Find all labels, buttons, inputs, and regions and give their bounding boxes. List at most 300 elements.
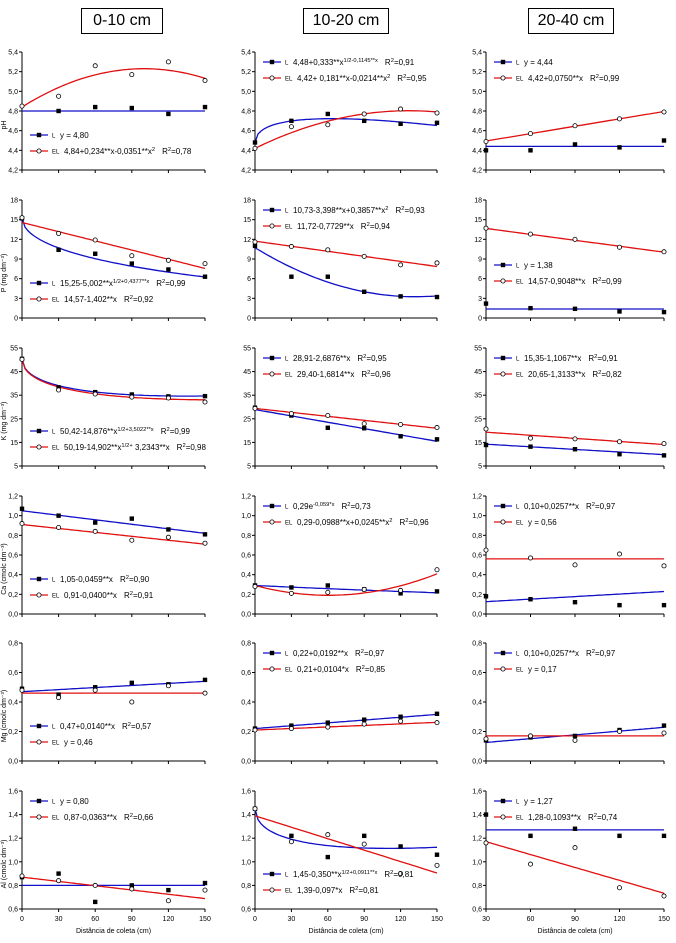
y-tick-label: 55 xyxy=(243,345,251,353)
data-point-el xyxy=(326,590,330,594)
data-point-l xyxy=(362,290,366,294)
data-point-el xyxy=(399,719,403,723)
legend-series-name: L xyxy=(52,133,56,140)
data-point-l xyxy=(398,122,402,126)
data-point-el xyxy=(362,842,366,846)
data-point-el xyxy=(20,357,24,361)
legend-equation: y = 4,44 xyxy=(524,58,553,67)
data-point-el xyxy=(166,396,170,400)
legend-r2: $R^2=0,81$ xyxy=(349,885,379,895)
data-point-el xyxy=(166,535,170,539)
legend-equation: y = 0,56 xyxy=(528,518,557,527)
data-point-el xyxy=(326,725,330,729)
legend-series-name: EL xyxy=(516,667,524,674)
chart-panel-1-1 xyxy=(243,198,439,323)
y-axis-label: pH xyxy=(1,120,8,130)
legend-marker-l xyxy=(37,429,41,433)
data-point-l xyxy=(20,507,24,511)
y-axis-label: Mg (cmolc dm⁻³) xyxy=(1,689,8,743)
y-tick-label: 0,6 xyxy=(472,670,482,677)
data-point-l xyxy=(484,594,488,598)
y-tick-label: 5,0 xyxy=(8,88,18,96)
data-point-l xyxy=(617,452,621,456)
data-point-el xyxy=(435,863,439,867)
y-tick-label: 15 xyxy=(474,217,482,225)
data-point-el xyxy=(57,879,61,883)
legend-r2: $R^2=0,92$ xyxy=(123,294,154,304)
y-tick-label: 0,6 xyxy=(8,906,18,914)
y-tick-label: 0,2 xyxy=(8,591,18,599)
data-point-el xyxy=(166,899,170,903)
legend-marker-l xyxy=(501,263,505,267)
chart-panel-0-0 xyxy=(1,50,207,175)
legend-series-name: EL xyxy=(285,372,293,379)
data-point-l xyxy=(528,834,532,838)
legend-marker-l xyxy=(37,799,41,803)
legend-series-name: EL xyxy=(285,76,293,83)
data-point-el xyxy=(573,237,577,241)
data-point-l xyxy=(573,734,577,738)
y-tick-label: 15 xyxy=(243,217,251,225)
y-tick-label: 55 xyxy=(10,345,18,353)
data-point-el xyxy=(130,700,134,704)
data-point-el xyxy=(617,117,621,121)
legend-marker-el xyxy=(270,520,274,524)
data-point-el xyxy=(617,886,621,890)
legend-equation: 11,72-0,7729**x xyxy=(297,222,354,231)
data-point-el xyxy=(399,263,403,267)
data-point-l xyxy=(573,827,577,831)
data-point-l xyxy=(362,119,366,123)
data-point-l xyxy=(528,148,532,152)
legend-equation: y = 0,80 xyxy=(60,797,89,806)
data-point-el xyxy=(203,78,207,82)
data-point-el xyxy=(253,146,257,150)
data-point-l xyxy=(398,434,402,438)
chart-panel-0-1 xyxy=(241,50,439,175)
data-point-l xyxy=(662,310,666,314)
y-tick-label: 0,8 xyxy=(241,640,251,648)
data-point-el xyxy=(57,525,61,529)
y-tick-label: 0,2 xyxy=(472,729,482,736)
data-point-el xyxy=(617,552,621,556)
legend-series-name: EL xyxy=(285,224,293,231)
legend-marker-el xyxy=(501,279,505,283)
data-point-el xyxy=(484,139,488,143)
y-tick-label: 1,2 xyxy=(472,493,482,501)
chart-panel-5-2 xyxy=(472,789,670,936)
fit-line-el xyxy=(255,816,437,873)
legend-series-name: L xyxy=(285,356,289,363)
legend-equation: y = 1,27 xyxy=(524,797,553,806)
legend-item-el xyxy=(494,813,618,822)
x-tick-label: 60 xyxy=(526,916,535,923)
data-point-l xyxy=(203,678,207,682)
legend-series-name: EL xyxy=(52,149,60,156)
data-point-l xyxy=(398,715,402,719)
data-point-l xyxy=(130,681,134,685)
legend-item-l xyxy=(263,502,371,511)
data-point-l xyxy=(166,527,170,531)
data-point-el xyxy=(289,125,293,129)
legend-item-el xyxy=(494,665,557,674)
legend-item-l xyxy=(263,870,414,879)
data-point-el xyxy=(253,406,257,410)
data-point-l xyxy=(528,597,532,601)
legend-marker-el xyxy=(270,667,274,671)
data-point-el xyxy=(20,521,24,525)
data-point-el xyxy=(362,254,366,258)
data-point-el xyxy=(289,244,293,248)
data-point-el xyxy=(57,231,61,235)
legend-r2: $R^2=0,78$ xyxy=(162,146,192,156)
data-point-el xyxy=(435,261,439,265)
legend-item-l xyxy=(263,649,385,658)
y-tick-label: 0,2 xyxy=(241,729,251,736)
legend-item-l xyxy=(30,427,190,436)
data-point-l xyxy=(326,583,330,587)
chart-panel-3-1 xyxy=(241,494,439,619)
x-tick-label: 120 xyxy=(394,916,407,923)
y-tick-label: 4,6 xyxy=(472,128,482,136)
data-point-el xyxy=(662,441,666,445)
legend-series-name: L xyxy=(52,799,56,806)
y-tick-label: 1,2 xyxy=(241,835,251,843)
data-point-l xyxy=(326,112,330,116)
legend-series-name: EL xyxy=(52,593,60,600)
y-tick-label: 4,4 xyxy=(241,147,251,155)
legend-r2: $R^2=0,99$ xyxy=(160,426,190,436)
legend-item-el xyxy=(30,813,154,822)
legend-equation: 0,47+0,0140**x xyxy=(60,722,115,731)
legend-equation: 0,10+0,0257**x xyxy=(524,502,579,511)
data-point-el xyxy=(573,738,577,742)
legend-equation: 0,91-0,0400**x xyxy=(64,591,117,600)
data-point-el xyxy=(93,238,97,242)
data-point-l xyxy=(93,105,97,109)
legend-item-el xyxy=(30,738,93,747)
legend-marker-l xyxy=(501,60,505,64)
x-tick-label: 150 xyxy=(658,916,670,923)
data-point-el xyxy=(435,721,439,725)
data-point-l xyxy=(617,603,621,607)
data-point-el xyxy=(362,722,366,726)
legend-equation: 1,05-0,0459**x xyxy=(60,575,113,584)
y-tick-label: 0 xyxy=(14,315,18,323)
data-point-l xyxy=(326,855,330,859)
data-point-el xyxy=(57,94,61,98)
y-tick-label: 5,2 xyxy=(8,69,18,77)
legend-equation: $4,48+0,333**x^{1/2-0,1145**x}$ xyxy=(293,57,378,67)
data-point-l xyxy=(435,712,439,716)
x-tick-label: 30 xyxy=(54,916,63,923)
chart-panel-2-2 xyxy=(474,346,666,471)
y-tick-label: 18 xyxy=(10,197,18,205)
legend-series-name: L xyxy=(52,724,56,731)
y-tick-label: 4,6 xyxy=(241,128,251,136)
data-point-el xyxy=(93,883,97,887)
data-point-l xyxy=(662,834,666,838)
legend-equation: 14,57-0,9048**x xyxy=(528,277,586,286)
legend-marker-el xyxy=(37,740,41,744)
legend-equation: $50,19-14,902**x^{1/2+}$ 3,2343**x xyxy=(64,442,170,452)
legend-marker-el xyxy=(37,445,41,449)
data-point-l xyxy=(56,513,60,517)
y-tick-label: 1,4 xyxy=(241,812,251,820)
data-point-l xyxy=(362,834,366,838)
legend-r2: $R^2=0,97$ xyxy=(354,648,385,658)
data-point-l xyxy=(484,148,488,152)
chart-panel-4-0 xyxy=(1,641,207,766)
y-tick-label: 4,4 xyxy=(8,147,18,155)
y-tick-label: 55 xyxy=(474,345,482,353)
y-tick-label: 4,2 xyxy=(8,167,18,175)
column-header-20-40: 20-40 cm xyxy=(528,8,614,34)
chart-panel-2-0 xyxy=(1,346,207,471)
legend-item-l xyxy=(494,354,618,363)
legend-marker-l xyxy=(270,356,274,360)
data-point-l xyxy=(326,720,330,724)
legend-item-l xyxy=(494,261,553,270)
legend-equation: 0,87-0,0363**x xyxy=(64,813,117,822)
data-point-l xyxy=(528,306,532,310)
legend-series-name: EL xyxy=(516,76,524,83)
legend-equation: $4,84+0,234**x-0,0351**x^2$ xyxy=(64,146,156,156)
y-tick-label: 25 xyxy=(243,416,251,424)
x-axis-label: Distância de coleta (cm) xyxy=(75,928,152,935)
data-point-el xyxy=(662,894,666,898)
data-point-el xyxy=(528,436,532,440)
y-tick-label: 25 xyxy=(10,416,18,424)
legend-r2: $R^2=0,66$ xyxy=(123,812,154,822)
data-point-l xyxy=(484,301,488,305)
legend-series-name: L xyxy=(285,872,289,879)
data-point-el xyxy=(253,728,257,732)
data-point-l xyxy=(203,105,207,109)
y-tick-label: 12 xyxy=(10,236,18,244)
data-point-el xyxy=(528,556,532,560)
data-point-el xyxy=(93,392,97,396)
y-tick-label: 0,0 xyxy=(241,758,251,766)
y-tick-label: 5 xyxy=(14,463,18,471)
y-tick-label: 35 xyxy=(10,392,18,400)
data-point-l xyxy=(203,881,207,885)
y-tick-label: 0,2 xyxy=(472,591,482,599)
x-tick-label: 60 xyxy=(91,916,100,923)
y-tick-label: 0,6 xyxy=(472,906,482,914)
y-tick-label: 0,4 xyxy=(8,572,18,580)
legend-equation: 28,91-2,6876**x xyxy=(293,354,351,363)
legend-series-name: L xyxy=(285,208,289,215)
legend-marker-l xyxy=(501,651,505,655)
y-tick-label: 1,0 xyxy=(8,859,18,867)
y-tick-label: 0,2 xyxy=(241,591,251,599)
y-tick-label: 4,2 xyxy=(472,167,482,175)
legend-equation: 0,22+0,0192**x xyxy=(293,649,348,658)
data-point-el xyxy=(484,226,488,230)
data-point-el xyxy=(166,258,170,262)
data-point-l xyxy=(435,853,439,857)
y-tick-label: 25 xyxy=(474,416,482,424)
legend-r2: $R^2=0,97$ xyxy=(585,648,616,658)
chart-panel-2-1 xyxy=(243,346,439,471)
legend-r2: $R^2=0,98$ xyxy=(176,442,206,452)
y-tick-label: 0,0 xyxy=(472,758,482,766)
data-point-el xyxy=(662,110,666,114)
data-point-l xyxy=(130,106,134,110)
y-tick-label: 45 xyxy=(474,369,482,377)
data-point-el xyxy=(253,240,257,244)
y-tick-label: 12 xyxy=(474,236,482,244)
data-point-l xyxy=(435,437,439,441)
y-tick-label: 0,6 xyxy=(241,552,251,560)
y-tick-label: 9 xyxy=(478,256,482,264)
data-point-l xyxy=(398,844,402,848)
data-point-l xyxy=(362,718,366,722)
legend-r2: $R^2=0,73$ xyxy=(341,501,371,511)
legend-marker-l xyxy=(270,504,274,508)
legend-marker-l xyxy=(270,651,274,655)
fit-line-el xyxy=(22,69,205,107)
y-tick-label: 0,4 xyxy=(241,699,251,707)
legend-item-el xyxy=(263,370,391,379)
y-tick-label: 4,2 xyxy=(241,167,251,175)
data-point-el xyxy=(528,132,532,136)
data-point-l xyxy=(253,140,257,144)
legend-marker-el xyxy=(501,667,505,671)
legend-series-name: L xyxy=(516,504,520,511)
data-point-l xyxy=(617,834,621,838)
legend-item-l xyxy=(30,279,186,288)
column-header-0-10: 0-10 cm xyxy=(81,8,163,34)
legend-series-name: L xyxy=(285,651,289,658)
data-point-el xyxy=(130,254,134,258)
data-point-el xyxy=(617,729,621,733)
legend-item-l xyxy=(30,797,89,806)
y-tick-label: 1,0 xyxy=(241,859,251,867)
data-point-el xyxy=(20,216,24,220)
y-axis-label: K (mg dm⁻³) xyxy=(1,401,8,441)
legend-item-el xyxy=(263,222,391,231)
y-tick-label: 3 xyxy=(14,295,18,303)
y-tick-label: 1,4 xyxy=(472,812,482,820)
y-tick-label: 3 xyxy=(247,295,251,303)
legend-marker-el xyxy=(501,372,505,376)
legend-item-el xyxy=(30,443,206,452)
data-point-el xyxy=(203,400,207,404)
y-tick-label: 5,4 xyxy=(472,49,482,57)
data-point-el xyxy=(203,888,207,892)
legend-series-name: EL xyxy=(516,279,524,286)
legend-equation: 1,39-0,097*x xyxy=(297,886,343,895)
legend-equation: y = 1,38 xyxy=(524,261,553,270)
data-point-l xyxy=(398,294,402,298)
legend-r2: $R^2=0,90$ xyxy=(119,574,150,584)
legend-item-l xyxy=(263,58,415,67)
legend-marker-el xyxy=(270,888,274,892)
y-tick-label: 4,8 xyxy=(241,108,251,116)
legend-marker-l xyxy=(37,577,41,581)
legend-r2: $R^2=0,95$ xyxy=(397,73,427,83)
data-point-el xyxy=(326,248,330,252)
y-tick-label: 0,0 xyxy=(8,758,18,766)
y-tick-label: 5,0 xyxy=(241,88,251,96)
legend-series-name: EL xyxy=(52,740,60,747)
data-point-l xyxy=(662,603,666,607)
data-point-l xyxy=(203,394,207,398)
data-point-el xyxy=(20,104,24,108)
data-point-el xyxy=(253,584,257,588)
fit-line-l xyxy=(255,119,437,143)
data-point-el xyxy=(573,437,577,441)
data-point-el xyxy=(617,245,621,249)
data-point-el xyxy=(573,124,577,128)
data-point-el xyxy=(484,427,488,431)
legend-item-el xyxy=(263,665,386,674)
data-point-el xyxy=(362,422,366,426)
legend-equation: y = 4,80 xyxy=(60,131,89,140)
y-tick-label: 15 xyxy=(10,217,18,225)
data-point-el xyxy=(203,691,207,695)
data-point-el xyxy=(484,548,488,552)
y-tick-label: 1,0 xyxy=(472,859,482,867)
y-tick-label: 9 xyxy=(14,256,18,264)
legend-marker-l xyxy=(37,133,41,137)
y-tick-label: 0,8 xyxy=(8,640,18,648)
chart-panel-0-2 xyxy=(472,50,666,175)
legend-series-name: L xyxy=(516,651,520,658)
y-tick-label: 0,0 xyxy=(8,611,18,619)
y-tick-label: 18 xyxy=(474,197,482,205)
legend-r2: $R^2=0,91$ xyxy=(123,590,154,600)
fit-line-el xyxy=(22,223,205,269)
y-tick-label: 12 xyxy=(243,236,251,244)
legend-r2: $R^2=0,74$ xyxy=(587,812,618,822)
legend-series-name: EL xyxy=(52,297,60,304)
data-point-el xyxy=(93,688,97,692)
data-point-l xyxy=(56,109,60,113)
legend-r2: $R^2=0,95$ xyxy=(357,353,387,363)
legend-marker-el xyxy=(270,76,274,80)
legend-item-el xyxy=(30,295,154,304)
data-point-l xyxy=(435,295,439,299)
legend-series-name: L xyxy=(516,60,520,67)
data-point-l xyxy=(326,426,330,430)
y-tick-label: 1,0 xyxy=(8,513,18,521)
y-tick-label: 5,2 xyxy=(472,69,482,77)
legend-series-name: L xyxy=(285,60,289,67)
y-tick-label: 0,8 xyxy=(8,532,18,540)
chart-panel-3-0 xyxy=(1,494,207,619)
data-point-el xyxy=(435,425,439,429)
y-tick-label: 0 xyxy=(247,315,251,323)
data-point-l xyxy=(573,307,577,311)
data-point-l xyxy=(93,900,97,904)
legend-series-name: EL xyxy=(52,445,60,452)
legend-marker-l xyxy=(501,504,505,508)
chart-panel-3-2 xyxy=(472,494,666,619)
data-point-l xyxy=(573,142,577,146)
data-point-el xyxy=(130,395,134,399)
legend-r2: $R^2=0,81$ xyxy=(384,869,414,879)
legend-equation: y = 0,46 xyxy=(64,738,93,747)
y-tick-label: 15 xyxy=(10,439,18,447)
legend-r2: $R^2=0,93$ xyxy=(395,205,425,215)
y-tick-label: 9 xyxy=(247,256,251,264)
y-tick-label: 0 xyxy=(478,315,482,323)
chart-panel-1-2 xyxy=(474,198,666,323)
fit-line-el xyxy=(22,877,205,899)
